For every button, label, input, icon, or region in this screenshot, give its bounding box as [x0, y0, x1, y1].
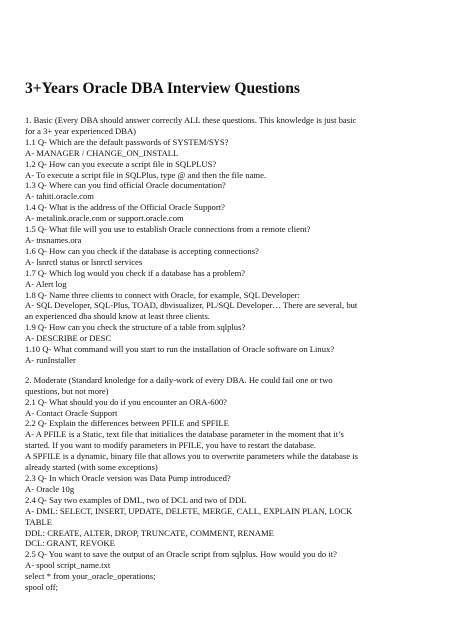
text-line: A- Contact Oracle Support: [25, 407, 118, 418]
text-line: A- spool script_name.txt: [25, 560, 111, 571]
text-line: already started (with some exceptions): [25, 462, 158, 473]
text-line: select * from your_oracle_operations;: [25, 571, 156, 582]
document-body: [25, 115, 416, 593]
text-line: A- metalink.oracle.com or support.oracle.com: [25, 213, 184, 224]
text-line: 1.4 Q- What is the address of the Official Oracle Support?: [25, 202, 225, 213]
text-line: 2.5 Q- You want to save the output of an Oracle script from sqlplus. How would you do it?: [25, 549, 337, 560]
text-line: 1.5 Q- What file will you use to establish Oracle connections from a remote client?: [25, 224, 311, 235]
section-1: [25, 115, 416, 366]
text-line: A- Oracle 10g: [25, 483, 75, 494]
text-line: 2.4 Q- Say two examples of DML, two of DCL and two of DDL: [25, 494, 247, 505]
text-line: spool off;: [25, 582, 59, 593]
text-line: 1.1 Q- Which are the default passwords of SYSTEM/SYS?: [25, 136, 229, 147]
text-line: A SPFILE is a dynamic, binary file that allows you to overwrite parameters while the database is: [25, 451, 358, 462]
text-line: 1.9 Q- How can you check the structure of a table from sqlplus?: [25, 322, 246, 333]
text-line: A- SQL Developer, SQL-Plus, TOAD, dbvisualizer, PL/SQL Developer… There are several, but: [25, 300, 358, 311]
section-2: [25, 375, 416, 593]
text-line: 2.2 Q- Explain the differences between PFILE and SPFILE: [25, 418, 229, 429]
text-line: A- DML: SELECT, INSERT, UPDATE, DELETE, MERGE, CALL, EXPLAIN PLAN, LOCK: [25, 505, 353, 516]
text-line: for a 3+ year experienced DBA): [25, 125, 137, 136]
text-line: 1. Basic (Every DBA should answer correctly ALL these questions. This knowledge is just basic: [25, 115, 357, 125]
text-line: A- tnsnames.ora: [25, 234, 82, 245]
text-line: 1.10 Q- What command will you start to run the installation of Oracle software on Linux?: [25, 344, 335, 355]
text-line: 1.6 Q- How can you check if the database is accepting connections?: [25, 245, 259, 256]
text-line: A- To execute a script file in SQLPlus, type @ and then the file name.: [25, 169, 267, 180]
text-line: 2.3 Q- In which Oracle version was Data Pump introduced?: [25, 473, 231, 483]
text-line: DCL: GRANT, REVOKE: [25, 538, 115, 549]
text-line: TABLE: [25, 516, 52, 527]
text-line: questions, but not more): [25, 385, 109, 396]
text-line: 2. Moderate (Standard knoledge for a daily-work of every DBA. He could fail one or two: [25, 374, 333, 385]
text-line: A- MANAGER / CHANGE_ON_INSTALL: [25, 147, 179, 158]
text-line: A- Alert log: [25, 278, 67, 289]
text-line: A- A PFILE is a Static, text file that initialices the database parameter in the moment that it’s: [25, 429, 344, 440]
text-line: A- runInstaller: [25, 354, 76, 365]
text-line: DDL: CREATE, ALTER, DROP, TRUNCATE, COMMENT, RENAME: [25, 527, 274, 538]
text-line: 1.8 Q- Name three clients to connect with Oracle, for example, SQL Developer:: [25, 289, 300, 300]
text-line: A- lsnrctl status or lsnrctl services: [25, 256, 143, 267]
text-line: started. If you want to modify parameters in PFILE, you have to restart the database.: [25, 440, 316, 451]
text-line: 1.2 Q- How can you execute a script file in SQLPLUS?: [25, 158, 217, 169]
text-line: A- tahiti.oracle.com: [25, 191, 94, 202]
text-line: A- DESCRIBE or DESC: [25, 333, 112, 344]
text-line: 2.1 Q- What should you do if you encounter an ORA-600?: [25, 396, 227, 407]
text-line: 1.3 Q- Where can you find official Oracle documentation?: [25, 180, 226, 191]
document-title: 3+Years Oracle DBA Interview Questions: [25, 80, 300, 97]
text-line: 1.7 Q- Which log would you check if a database has a problem?: [25, 267, 246, 278]
text-line: an experienced dba should know at least three clients.: [25, 311, 210, 322]
